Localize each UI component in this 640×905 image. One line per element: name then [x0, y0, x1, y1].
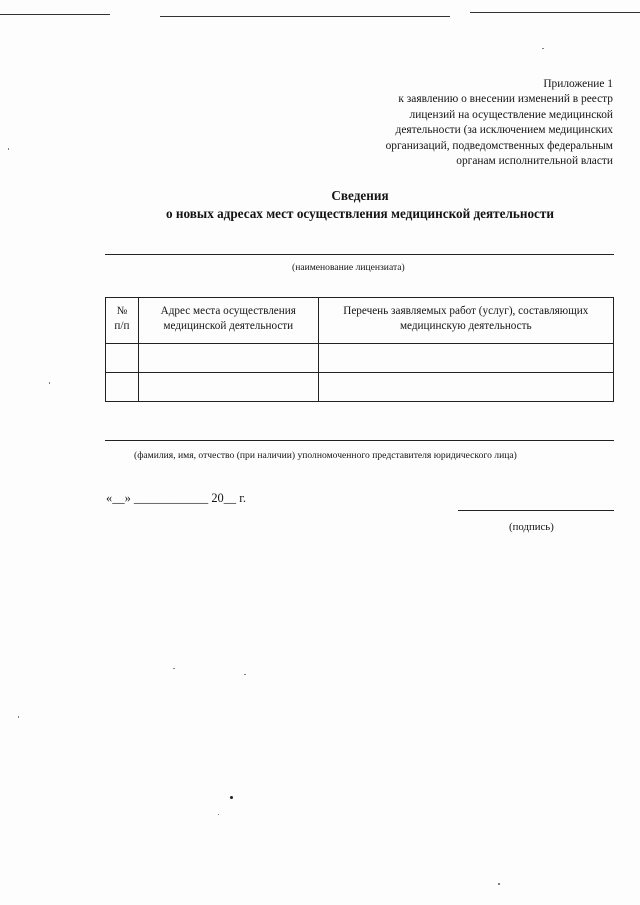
cell-number[interactable] — [106, 344, 139, 373]
annex-line: организаций, подведомственных федеральным — [385, 139, 613, 152]
header-services: Перечень заявляемых работ (услуг), составляющих медицинскую деятельность — [318, 298, 613, 344]
annex-reference — [283, 77, 613, 169]
header-number: № п/п — [106, 298, 139, 344]
licensee-caption: (наименование лицензиата) — [292, 262, 405, 273]
signature-line[interactable] — [458, 510, 614, 511]
addresses-table — [105, 297, 614, 402]
cell-services[interactable] — [318, 373, 613, 402]
scan-speck — [244, 674, 246, 675]
scan-speck — [18, 716, 19, 718]
scan-speck — [542, 48, 544, 49]
cell-address[interactable] — [138, 373, 318, 402]
cell-services[interactable] — [318, 344, 613, 373]
table-header-row — [106, 298, 614, 344]
title-line-2: о новых адресах мест осуществления медицинской деятельности — [166, 206, 554, 221]
representative-caption: (фамилия, имя, отчество (при наличии) уполномоченного представителя юридического лица) — [134, 450, 517, 461]
cell-number[interactable] — [106, 373, 139, 402]
scan-speck — [230, 796, 233, 799]
title-line-1: Сведения — [331, 188, 389, 203]
scan-speck — [49, 382, 50, 384]
annex-line: к заявлению о внесении изменений в реестр — [398, 93, 613, 106]
scan-speck — [218, 814, 219, 815]
annex-line: лицензий на осуществление медицинской — [409, 108, 613, 121]
cell-address[interactable] — [138, 344, 318, 373]
scan-edge-line — [0, 14, 110, 15]
date-line[interactable]: «__» ____________ 20__ г. — [106, 491, 246, 505]
scan-speck — [498, 883, 500, 885]
scan-speck — [8, 148, 9, 150]
signature-caption: (подпись) — [509, 521, 554, 533]
representative-name-line[interactable] — [105, 440, 614, 441]
scan-edge-line — [160, 16, 450, 17]
table-row — [106, 373, 614, 402]
scan-speck — [173, 668, 175, 669]
annex-line: органам исполнительной власти — [456, 155, 613, 168]
licensee-name-line[interactable] — [105, 254, 614, 255]
document-title — [0, 187, 640, 223]
header-address: Адрес места осуществления медицинской деятельности — [138, 298, 318, 344]
annex-line: деятельности (за исключением медицинских — [395, 124, 613, 137]
table-row — [106, 344, 614, 373]
annex-line: Приложение 1 — [543, 78, 613, 90]
scan-edge-line — [470, 12, 640, 13]
